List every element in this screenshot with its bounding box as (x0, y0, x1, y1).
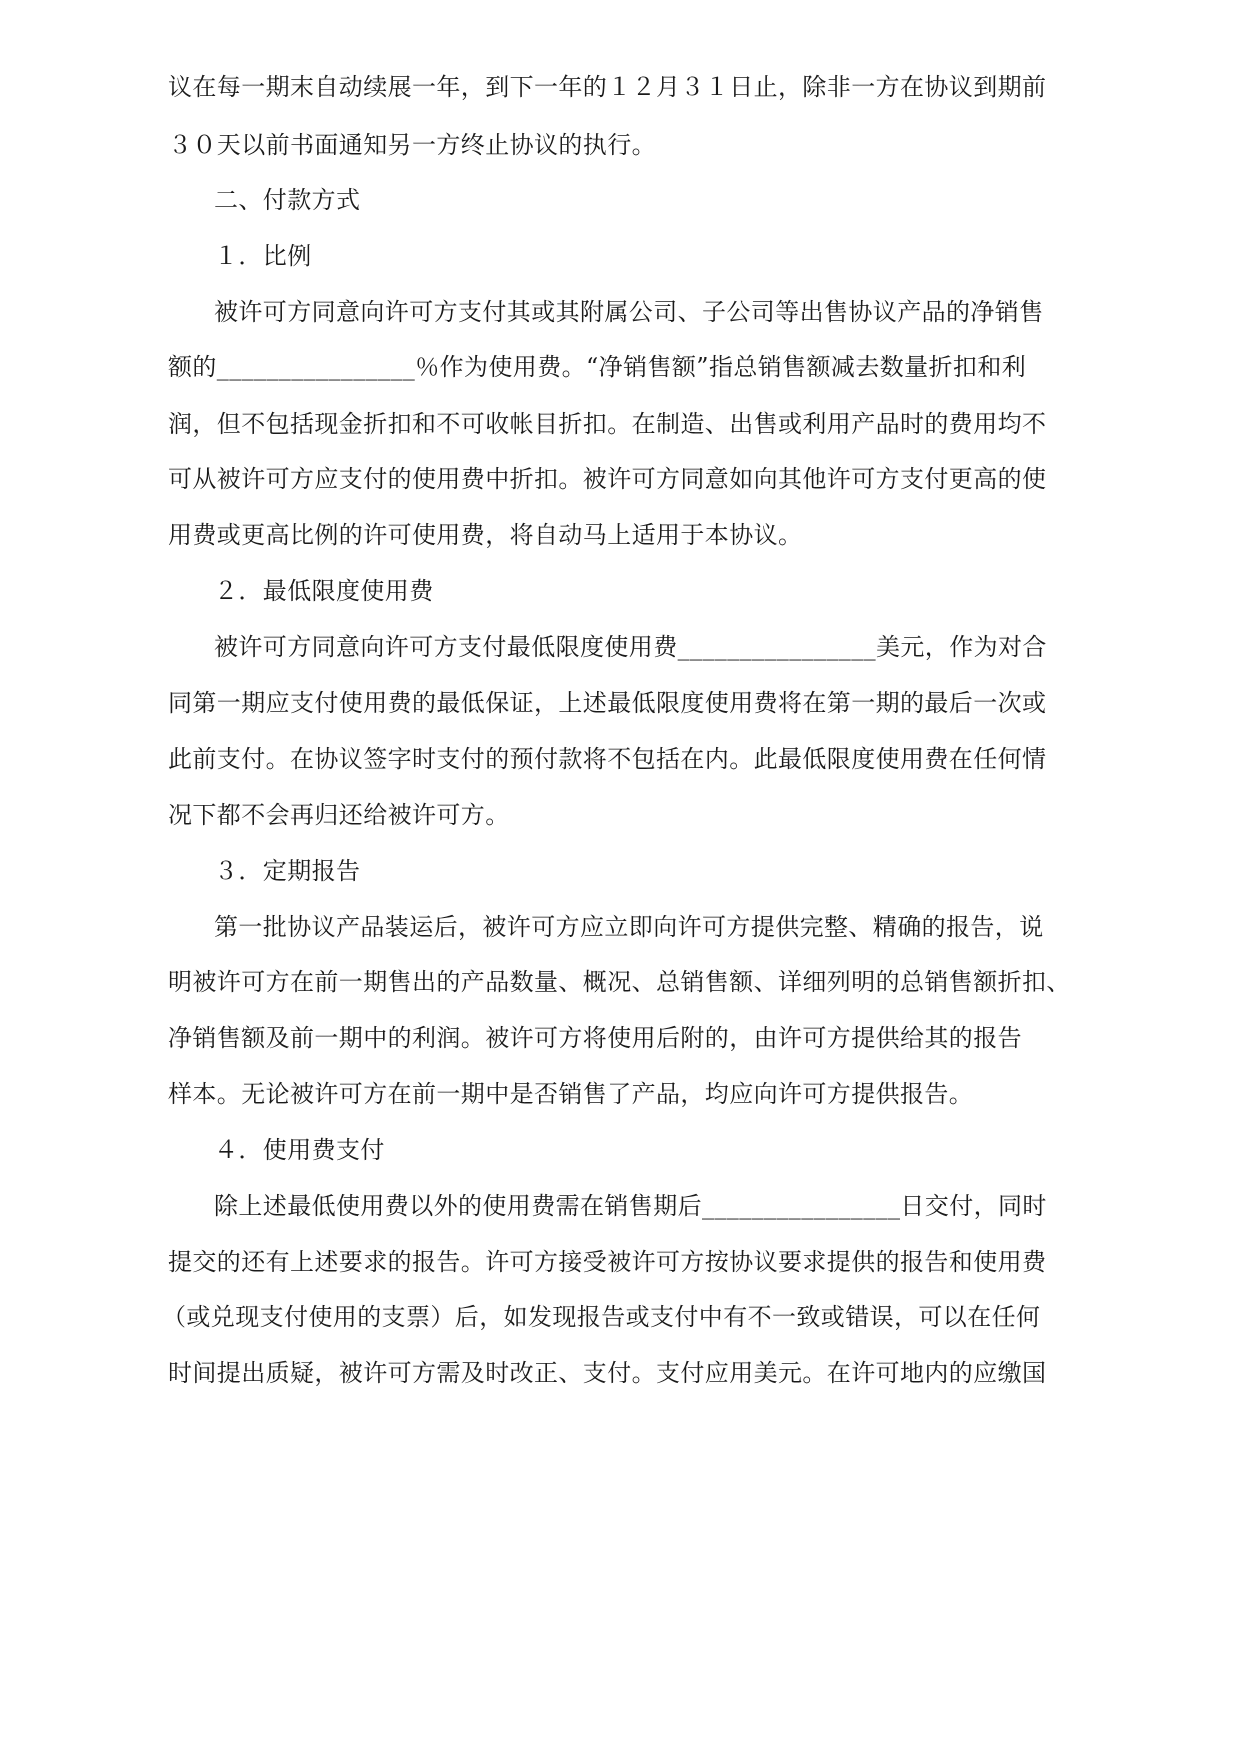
paragraph-line: 况下都不会再归还给被许可方。 (168, 801, 510, 829)
paragraph-line: 额的________________％作为使用费。“净销售额”指总销售额减去数量折扣和利 (168, 353, 1027, 381)
paragraph-line: ３０天以前书面通知另一方终止协议的执行。 (168, 131, 656, 159)
paragraph-line: 时间提出质疑，被许可方需及时改正、支付。支付应用美元。在许可地内的应缴国 (168, 1359, 1047, 1387)
subsection-heading: ４．使用费支付 (214, 1136, 385, 1164)
subsection-heading: ２．最低限度使用费 (214, 577, 434, 605)
paragraph-line: 此前支付。在协议签字时支付的预付款将不包括在内。此最低限度使用费在任何情 (168, 745, 1047, 773)
paragraph-line: 议在每一期末自动续展一年，到下一年的１２月３１日止，除非一方在协议到期前 (168, 73, 1047, 101)
paragraph-line: 除上述最低使用费以外的使用费需在销售期后________________日交付，同时 (214, 1192, 1047, 1220)
paragraph-line: 同第一期应支付使用费的最低保证，上述最低限度使用费将在第一期的最后一次或 (168, 689, 1047, 717)
paragraph-line: 被许可方同意向许可方支付其或其附属公司、子公司等出售协议产品的净销售 (214, 298, 1044, 326)
paragraph-line: 样本。无论被许可方在前一期中是否销售了产品，均应向许可方提供报告。 (168, 1080, 974, 1108)
subsection-heading: １．比例 (214, 242, 312, 270)
paragraph-line: 被许可方同意向许可方支付最低限度使用费________________美元，作为对合 (214, 633, 1047, 661)
paragraph-line: 润，但不包括现金折扣和不可收帐目折扣。在制造、出售或利用产品时的费用均不 (168, 410, 1047, 438)
paragraph-line: 可从被许可方应支付的使用费中折扣。被许可方同意如向其他许可方支付更高的使 (168, 465, 1047, 493)
paragraph-line: 净销售额及前一期中的利润。被许可方将使用后附的，由许可方提供给其的报告 (168, 1024, 1022, 1052)
paragraph-line: 提交的还有上述要求的报告。许可方接受被许可方按协议要求提供的报告和使用费 (168, 1248, 1047, 1276)
paragraph-line: 用费或更高比例的许可使用费，将自动马上适用于本协议。 (168, 521, 803, 549)
section-heading: 二、付款方式 (214, 186, 361, 214)
paragraph-line: 明被许可方在前一期售出的产品数量、概况、总销售额、详细列明的总销售额折扣、 (168, 968, 1071, 996)
paragraph-line: （或兑现支付使用的支票）后，如发现报告或支付中有不一致或错误，可以在任何 (162, 1303, 1041, 1331)
paragraph-line: 第一批协议产品装运后，被许可方应立即向许可方提供完整、精确的报告，说 (214, 913, 1044, 941)
subsection-heading: ３．定期报告 (214, 857, 361, 885)
